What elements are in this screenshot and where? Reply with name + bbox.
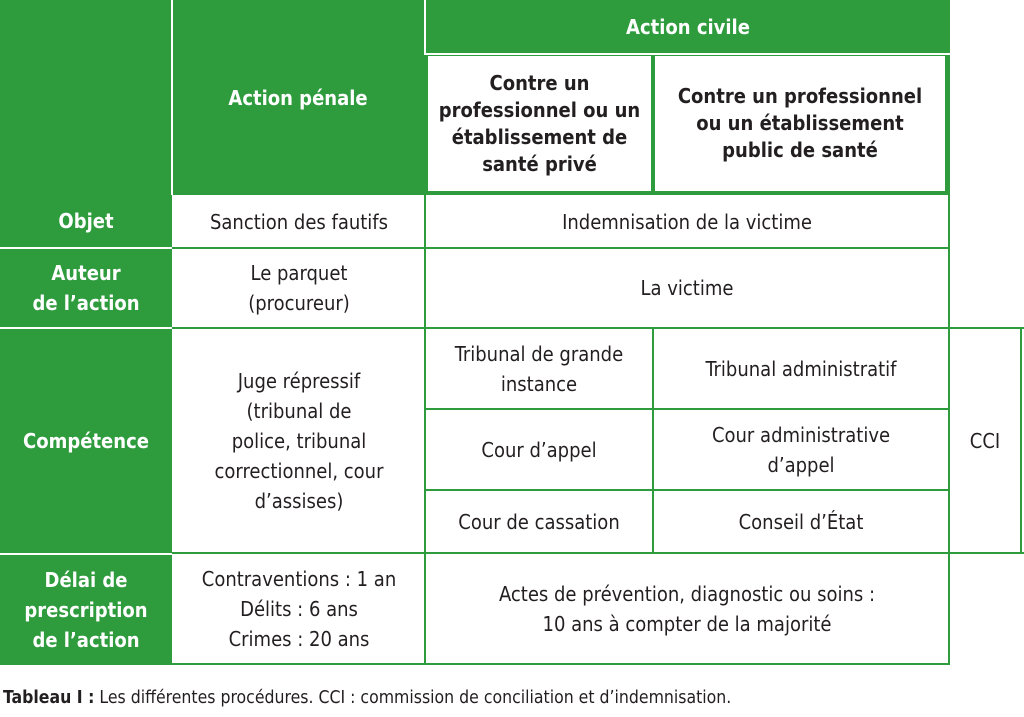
header-prive-text: Contre un professionnel ou un établissement de santé privé (438, 70, 641, 176)
competence-public-caa (654, 410, 948, 489)
header-action-penale-text: Action pénale (228, 85, 368, 110)
grid-line (1020, 327, 1022, 554)
competence-public-line: Cour administrative (711, 422, 891, 447)
delai-penale-line: Crimes : 20 ans (228, 626, 370, 651)
auteur-penale-line: (procureur) (248, 291, 350, 315)
label-objet (0, 195, 172, 247)
competence-penale-line: d’assises) (254, 489, 344, 513)
label-delai (0, 555, 172, 665)
header-divider (424, 53, 950, 55)
competence-penale-line: police, tribunal (231, 429, 367, 453)
caption-text: Les différentes procédures. CCI : commission de conciliation et d’indemnisation. (94, 688, 732, 708)
competence-prive-tgi (426, 329, 652, 408)
label-delai-line: de l’action (32, 628, 140, 652)
competence-public-line: Tribunal administratif (705, 356, 897, 381)
header-action-penale (172, 0, 424, 195)
label-objet-text: Objet (58, 209, 114, 233)
competence-public-line: d’appel (767, 452, 835, 477)
competence-penale (174, 329, 424, 553)
competence-prive-appel (426, 410, 652, 489)
header-action-civile-text: Action civile (626, 14, 750, 39)
objet-civile-text: Indemnisation de la victime (562, 210, 812, 234)
header-prive (428, 56, 651, 191)
caption-label: Tableau I : (3, 688, 95, 708)
competence-cci (950, 329, 1020, 553)
competence-penale-line: (tribunal de (246, 399, 352, 423)
header-action-civile (426, 0, 950, 53)
header-public (655, 56, 945, 191)
table-caption (3, 688, 731, 708)
delai-penale (174, 554, 424, 663)
objet-civile (426, 197, 948, 247)
auteur-civile-text: La victime (640, 276, 734, 300)
competence-prive-line: Cour d’appel (481, 437, 597, 462)
delai-penale-line: Délits : 6 ans (240, 596, 358, 621)
grid-line (172, 663, 950, 665)
competence-prive-line: Cour de cassation (458, 510, 620, 534)
label-competence-text: Compétence (23, 429, 149, 453)
competence-prive-line: instance (500, 371, 578, 396)
label-competence (0, 329, 172, 553)
auteur-penale-line: Le parquet (250, 261, 348, 285)
competence-public-ce (654, 491, 948, 553)
competence-public-ta (654, 329, 948, 408)
auteur-penale (174, 249, 424, 327)
competence-cci-text: CCI (969, 429, 1001, 453)
competence-penale-line: Juge répressif (237, 369, 361, 393)
competence-penale-line: correctionnel, cour (214, 459, 384, 483)
delai-civile-line: 10 ans à compter de la majorité (542, 611, 832, 636)
objet-penale (174, 197, 424, 247)
label-delai-line: prescription (24, 598, 148, 622)
delai-civile-line: Actes de prévention, diagnostic ou soins : (498, 581, 876, 606)
auteur-civile (426, 249, 948, 327)
label-auteur-line: de l’action (32, 291, 140, 315)
label-auteur-line: Auteur (51, 261, 121, 285)
delai-penale-line: Contraventions : 1 an (201, 566, 397, 591)
label-delai-line: Délai de (44, 568, 128, 592)
objet-penale-text: Sanction des fautifs (209, 210, 389, 234)
competence-public-line: Conseil d’État (738, 510, 864, 534)
label-auteur (0, 249, 172, 327)
header-public-text: Contre un professionnel ou un établissement public de santé (677, 84, 923, 162)
competence-prive-line: Tribunal de grande (454, 341, 624, 366)
competence-prive-cassation (426, 491, 652, 553)
delai-civile (426, 554, 948, 663)
